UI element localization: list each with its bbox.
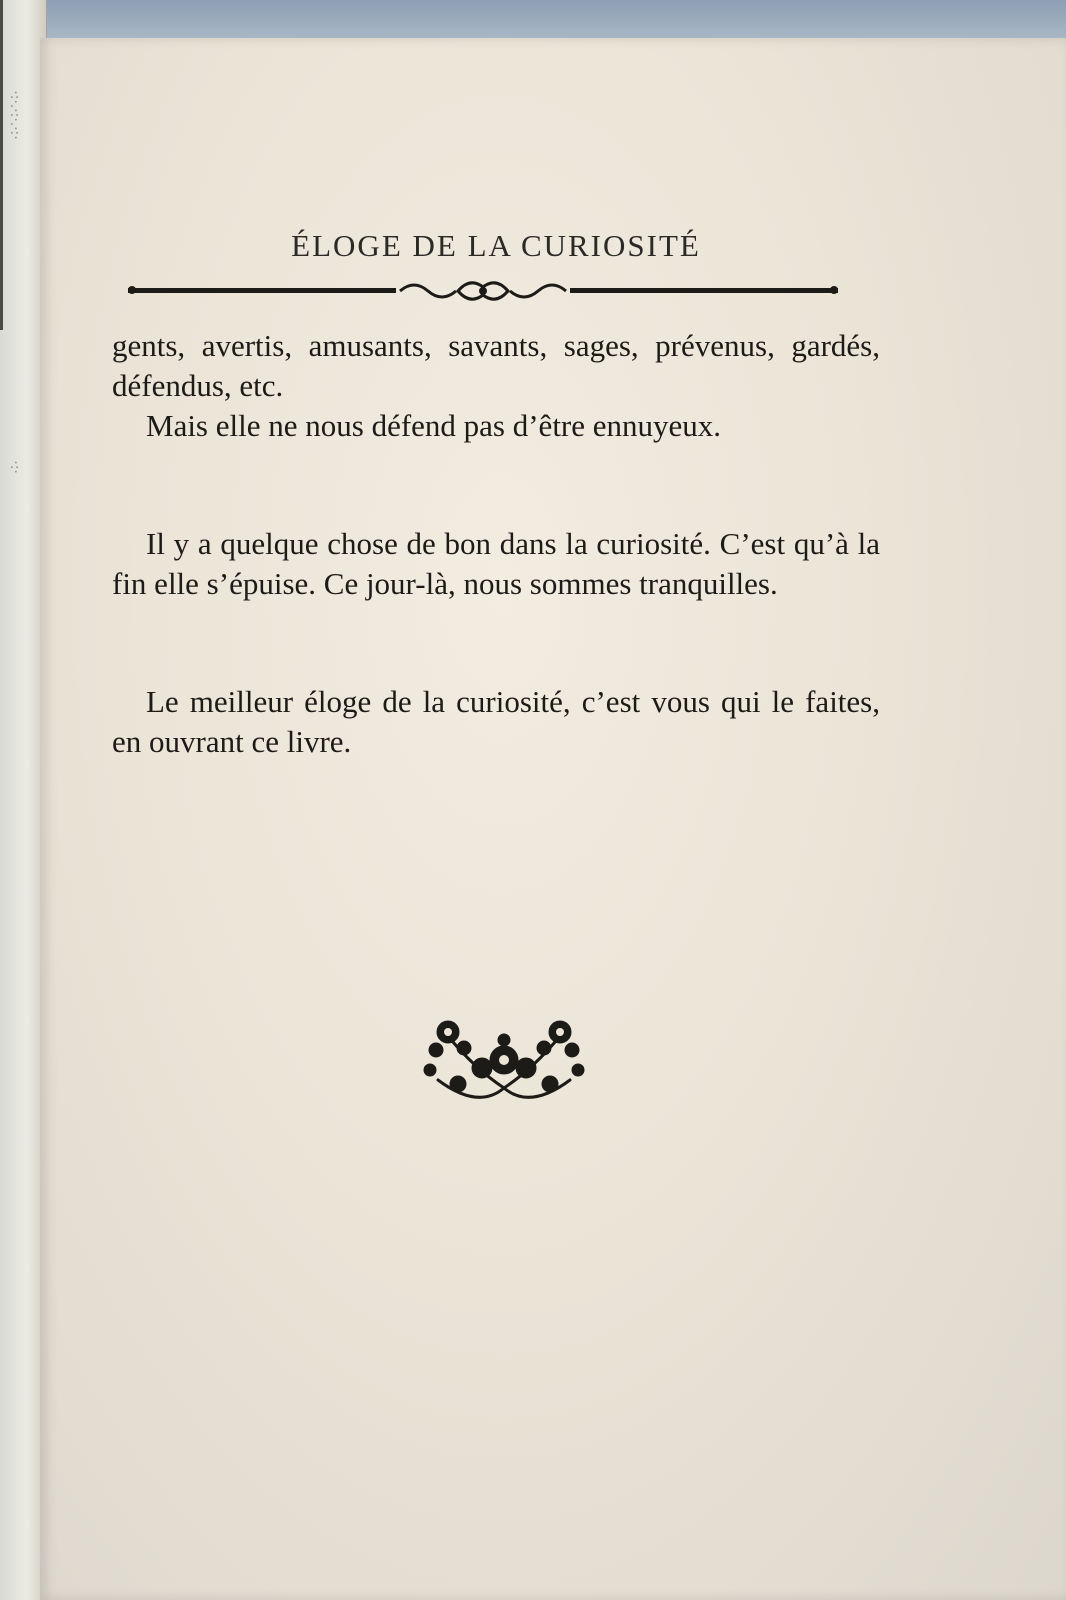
paragraph-spacer bbox=[112, 604, 880, 682]
paragraph-closing: Le meilleur éloge de la curiosité, c’est vous qui le faites, en ouvrant ce livre. bbox=[112, 684, 880, 759]
facing-page-text-bleed: ·:· bbox=[7, 460, 23, 475]
floral-vignette-icon bbox=[418, 1010, 590, 1100]
paragraph-continuation: gents, avertis, amusants, savants, sages, prévenus, gardés, défendus, etc. bbox=[112, 328, 880, 403]
decorative-rule-icon bbox=[128, 280, 838, 304]
page-content bbox=[112, 228, 880, 762]
paragraph-boredom: Mais elle ne nous défend pas d’être ennuyeux. bbox=[146, 408, 722, 443]
paragraph-spacer bbox=[112, 446, 880, 524]
running-head: ÉLOGE DE LA CURIOSITÉ bbox=[291, 228, 701, 263]
facing-page-text-bleed: ·:·.·:·.·:· bbox=[7, 90, 23, 140]
paragraph-exhaustion: Il y a quelque chose de bon dans la curiosité. C’est qu’à la fin elle s’épuise. Ce jour-là, nous sommes tranquilles. bbox=[112, 526, 880, 601]
facing-page-border-line bbox=[0, 0, 3, 330]
